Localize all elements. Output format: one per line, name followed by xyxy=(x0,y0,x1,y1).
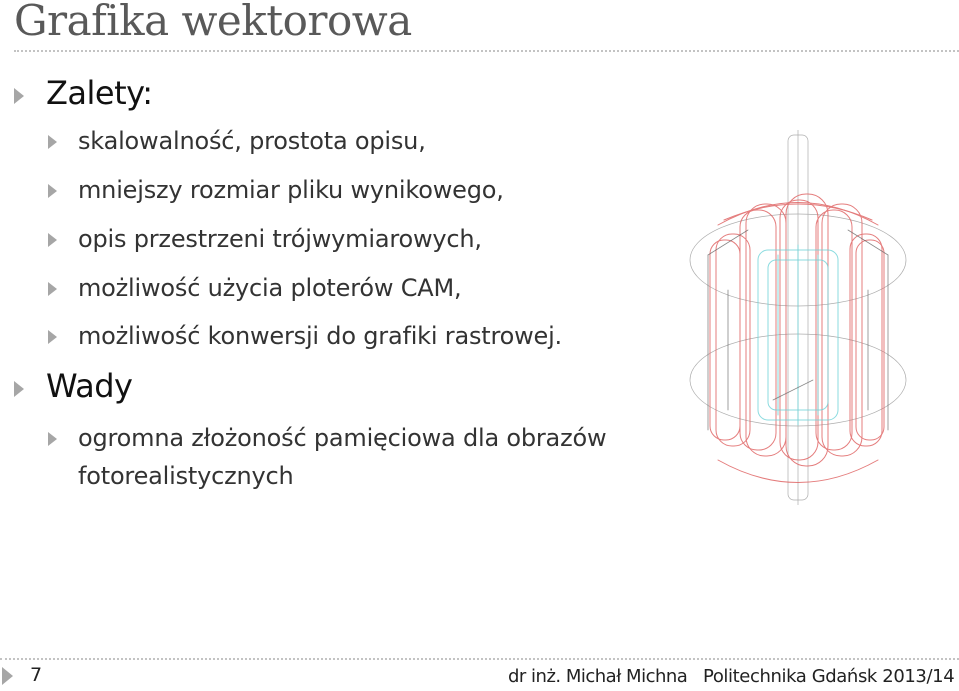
footer-arrow-icon xyxy=(2,667,13,685)
bullet-arrow-icon xyxy=(48,432,57,446)
bullet-arrow-icon xyxy=(48,184,57,198)
footer-divider xyxy=(0,658,959,660)
list-item: ogromna złożoność pamięciowa dla obrazów xyxy=(78,424,607,452)
slide-title: Grafika wektorowa xyxy=(14,0,412,45)
section-heading-disadvantages: Wady xyxy=(46,367,133,405)
list-item: możliwość konwersji do grafiki rastrowej. xyxy=(78,322,562,350)
bullet-arrow-icon xyxy=(48,233,57,247)
page-number: 7 xyxy=(30,664,43,686)
list-item: możliwość użycia ploterów CAM, xyxy=(78,274,462,302)
title-divider xyxy=(14,50,959,52)
bullet-arrow-icon xyxy=(48,330,57,344)
list-item: mniejszy rozmiar pliku wynikowego, xyxy=(78,176,504,204)
bullet-arrow-icon xyxy=(14,88,24,104)
section-heading-advantages: Zalety: xyxy=(46,74,153,112)
list-item-continuation: fotorealistycznych xyxy=(78,462,294,490)
bullet-arrow-icon xyxy=(48,282,57,296)
list-item: opis przestrzeni trójwymiarowych, xyxy=(78,225,482,253)
footer-organization: Politechnika Gdańsk 2013/14 xyxy=(703,666,955,687)
footer-author: dr inż. Michał Michna xyxy=(508,666,688,687)
list-item: skalowalność, prostota opisu, xyxy=(78,127,426,155)
bullet-arrow-icon xyxy=(14,381,24,397)
bullet-arrow-icon xyxy=(48,135,57,149)
wireframe-illustration xyxy=(688,130,910,505)
